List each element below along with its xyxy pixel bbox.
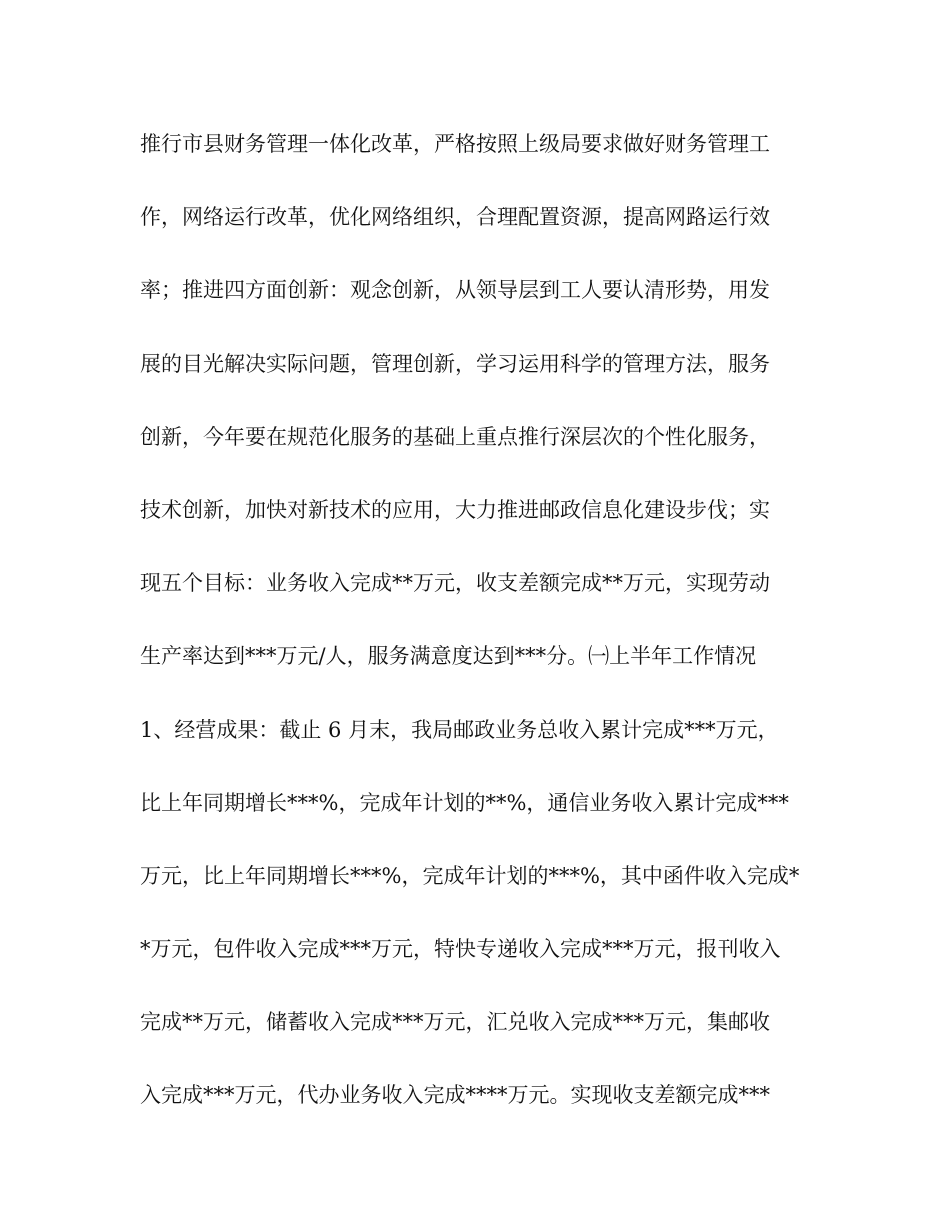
text-line: 现五个目标：业务收入完成**万元，收支差额完成**万元，实现劳动 xyxy=(140,571,770,596)
text-line: 1、经营成果：截止 6 月末，我局邮政业务总收入累计完成***万元， xyxy=(140,717,779,742)
body-text xyxy=(140,125,820,1150)
text-line: 率；推进四方面创新：观念创新，从领导层到工人要认清形势，用发 xyxy=(140,278,770,303)
text-line: 展的目光解决实际问题，管理创新，学习运用科学的管理方法，服务 xyxy=(140,351,770,376)
text-line: *万元，包件收入完成***万元，特快专递收入完成***万元，报刊收入 xyxy=(140,937,781,962)
text-line: 技术创新，加快对新技术的应用，大力推进邮政信息化建设步伐；实 xyxy=(140,497,770,522)
text-line: 完成**万元，储蓄收入完成***万元，汇兑收入完成***万元，集邮收 xyxy=(140,1010,770,1035)
text-line: 生产率达到***万元/人，服务满意度达到***分。㈠上半年工作情况 xyxy=(140,644,757,669)
text-line: 创新，今年要在规范化服务的基础上重点推行深层次的个性化服务， xyxy=(140,424,770,449)
text-line: 入完成***万元，代办业务收入完成****万元。实现收支差额完成*** xyxy=(140,1083,770,1108)
text-line: 比上年同期增长***%，完成年计划的**%，通信业务收入累计完成*** xyxy=(140,790,789,815)
text-line: 万元，比上年同期增长***%，完成年计划的***%，其中函件收入完成* xyxy=(140,863,800,888)
text-line: 推行市县财务管理一体化改革，严格按照上级局要求做好财务管理工 xyxy=(140,132,770,156)
text-line: 作，网络运行改革，优化网络组织，合理配置资源，提高网路运行效 xyxy=(140,205,770,230)
